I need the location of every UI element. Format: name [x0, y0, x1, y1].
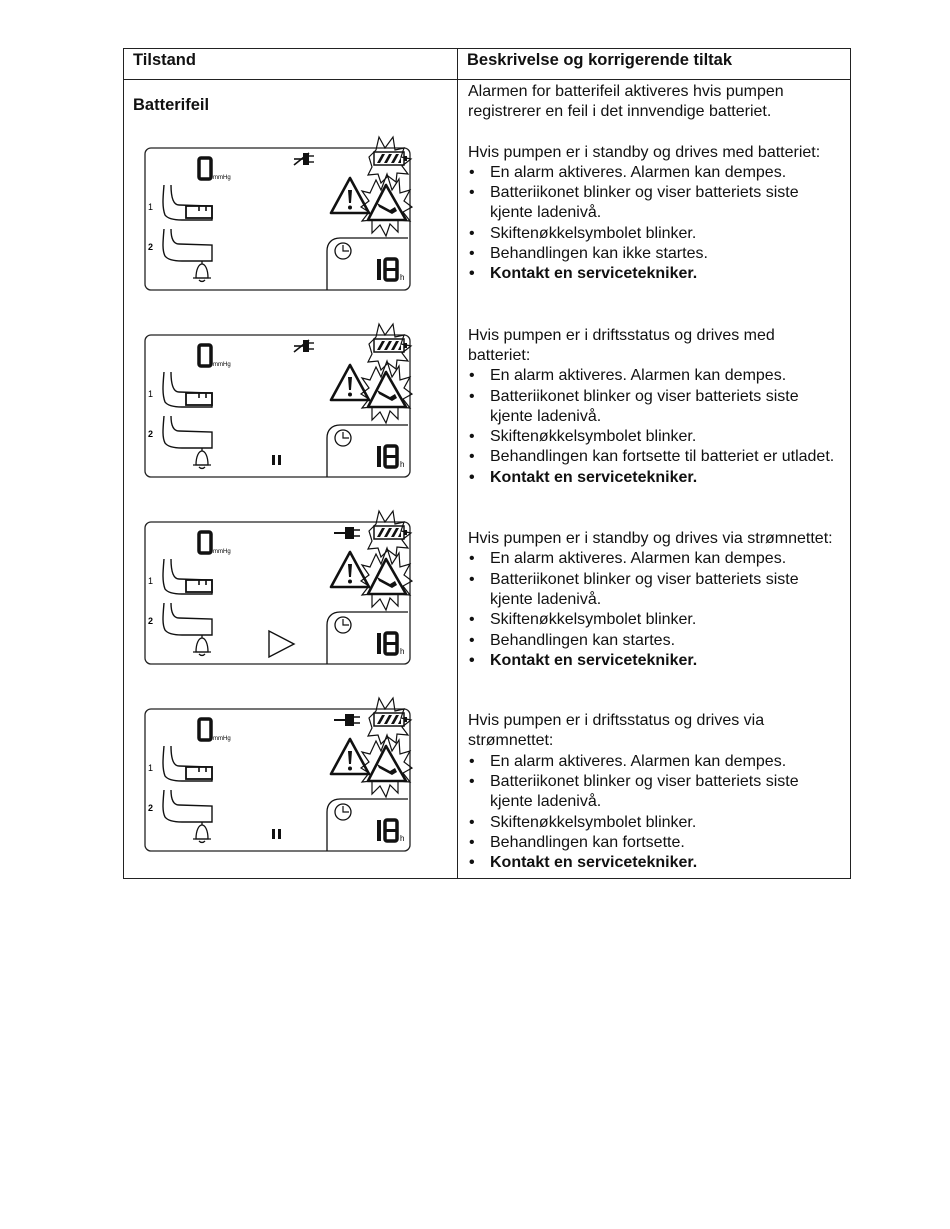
list-item: • En alarm aktiveres. Alarmen kan dempes. — [468, 549, 840, 569]
lcd-standby-mains — [144, 509, 414, 665]
lcd-hours-unit: h — [400, 647, 405, 656]
scenario-block — [468, 143, 840, 285]
list-item: • En alarm aktiveres. Alarmen kan dempes. — [468, 163, 840, 183]
list-item: • Batteriikonet blinker og viser batteriets siste kjente ladenivå. — [468, 183, 840, 224]
list-item: • Batteriikonet blinker og viser batteriets siste kjente ladenivå. — [468, 772, 840, 813]
list-item: • Behandlingen kan ikke startes. — [468, 244, 840, 264]
list-item: • Kontakt en servicetekniker. — [468, 853, 840, 873]
scenario-list — [468, 366, 840, 488]
list-item: • Batteriikonet blinker og viser batteriets siste kjente ladenivå. — [468, 570, 840, 611]
scenario-list — [468, 752, 840, 874]
list-item: • En alarm aktiveres. Alarmen kan dempes. — [468, 752, 840, 772]
list-item: • En alarm aktiveres. Alarmen kan dempes. — [468, 366, 840, 386]
pause-icon — [272, 829, 275, 839]
condition-cell — [124, 80, 458, 879]
lcd-leg2: 2 — [148, 242, 154, 252]
lcd-leg2: 2 — [148, 429, 154, 439]
battery-fault-table — [123, 48, 851, 879]
list-item: • Skiftenøkkelsymbolet blinker. — [468, 610, 840, 630]
list-item: • Behandlingen kan fortsette til batteriet er utladet. — [468, 447, 840, 467]
intro-text: Alarmen for batterifeil aktiveres hvis pumpen registrerer en feil i det innvendige batteriet. — [468, 83, 784, 121]
list-item: • Skiftenøkkelsymbolet blinker. — [468, 813, 840, 833]
list-item: • Behandlingen kan fortsette. — [468, 833, 840, 853]
lcd-hours-unit: h — [400, 460, 405, 469]
list-item: • Skiftenøkkelsymbolet blinker. — [468, 224, 840, 244]
scenario-block — [468, 529, 840, 671]
lcd-unit: mmHg — [213, 362, 231, 368]
lcd-unit: mmHg — [213, 175, 231, 181]
header-condition: Tilstand — [124, 49, 458, 80]
list-item: • Batteriikonet blinker og viser batteriets siste kjente ladenivå. — [468, 387, 840, 428]
scenario-lead: Hvis pumpen er i driftsstatus og drives med batteriet: — [468, 326, 775, 364]
description-cell — [458, 80, 851, 879]
scenario-lead: Hvis pumpen er i driftsstatus og drives via strømnettet: — [468, 712, 765, 750]
scenario-block — [468, 326, 840, 488]
list-item: • Kontakt en servicetekniker. — [468, 264, 840, 284]
lcd-hours-unit: h — [400, 273, 405, 282]
lcd-leg2: 2 — [148, 616, 154, 626]
scenario-lead: Hvis pumpen er i standby og drives via strømnettet: — [468, 530, 833, 548]
lcd-running-mains — [144, 696, 414, 852]
table-row — [124, 80, 851, 879]
lcd-leg1: 1 — [148, 202, 154, 212]
scenario-list — [468, 549, 840, 671]
list-item: • Kontakt en servicetekniker. — [468, 651, 840, 671]
lcd-leg2: 2 — [148, 803, 154, 813]
lcd-running-battery — [144, 322, 414, 478]
table-header-row — [124, 49, 851, 80]
condition-title: Batterifeil — [133, 96, 210, 114]
list-item: • Behandlingen kan startes. — [468, 631, 840, 651]
header-description: Beskrivelse og korrigerende tiltak — [458, 49, 851, 80]
lcd-leg1: 1 — [148, 576, 154, 586]
lcd-unit: mmHg — [213, 736, 231, 742]
lcd-leg1: 1 — [148, 763, 154, 773]
scenario-block — [468, 711, 840, 873]
play-icon — [269, 631, 294, 657]
scenario-list — [468, 163, 840, 285]
list-item: • Kontakt en servicetekniker. — [468, 468, 840, 488]
lcd-standby-battery — [144, 135, 414, 291]
lcd-unit: mmHg — [213, 549, 231, 555]
lcd-leg1: 1 — [148, 389, 154, 399]
scenario-lead: Hvis pumpen er i standby og drives med batteriet: — [468, 143, 821, 161]
pause-icon — [272, 455, 275, 465]
lcd-hours-unit: h — [400, 834, 405, 843]
list-item: • Skiftenøkkelsymbolet blinker. — [468, 427, 840, 447]
